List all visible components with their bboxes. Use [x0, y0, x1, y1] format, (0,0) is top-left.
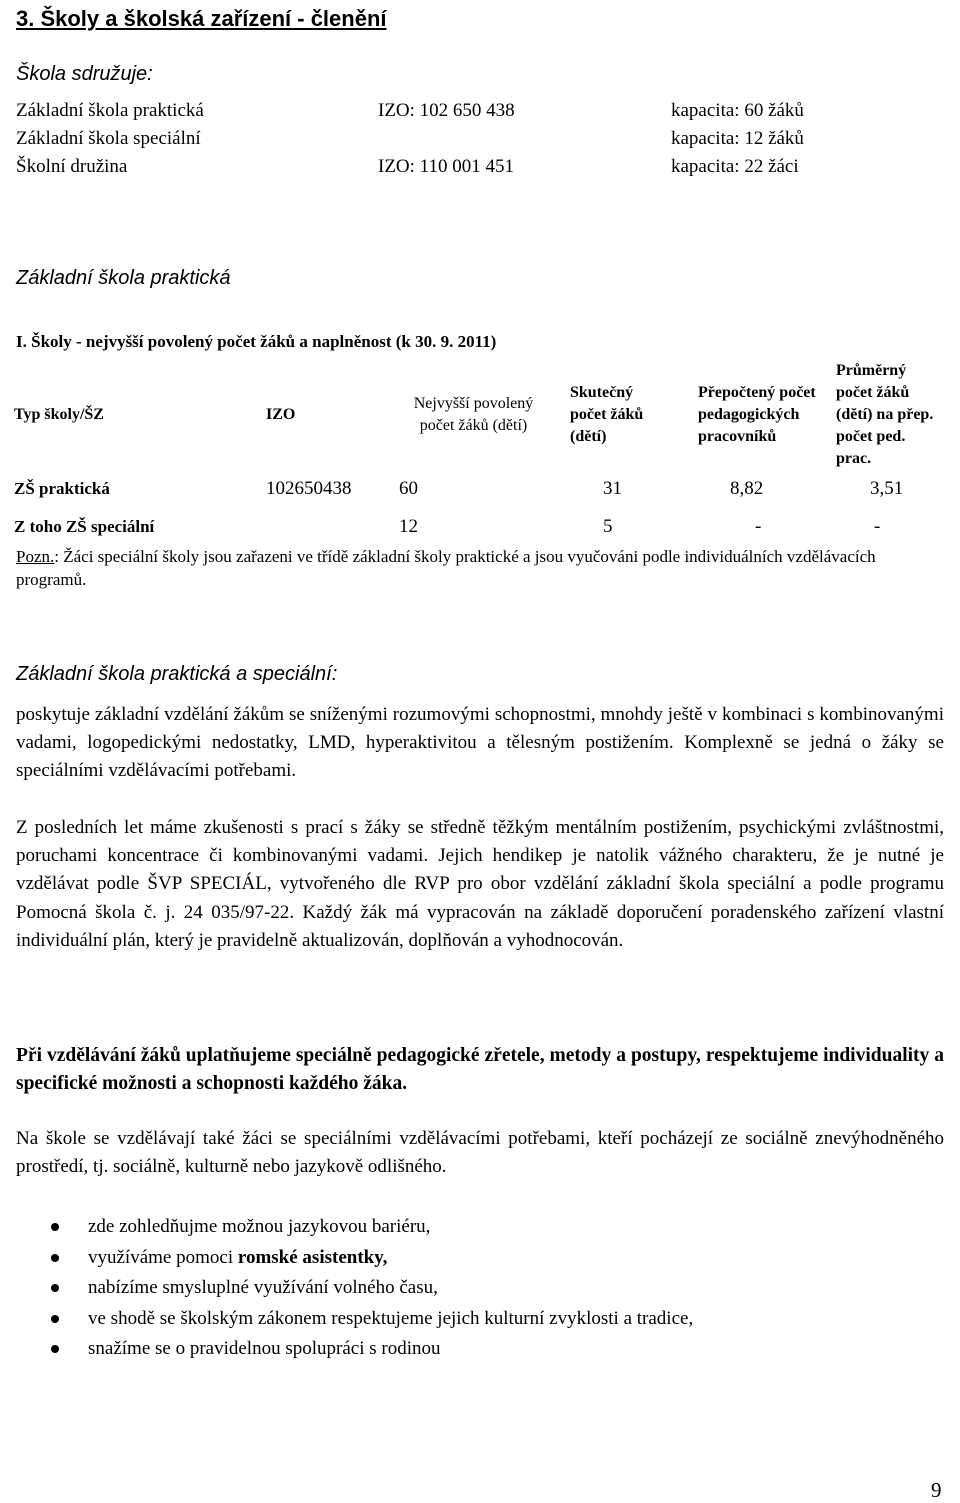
table-cell: 60 [399, 478, 418, 499]
list-item-text: využíváme pomoci [88, 1246, 238, 1268]
bullet-list [50, 1212, 693, 1365]
column-header: Nejvyšší povolený počet žáků (dětí) [413, 395, 534, 434]
school-name: Školní družina [16, 156, 128, 177]
school-list [16, 97, 946, 181]
school-name: Základní škola praktická [16, 100, 204, 121]
column-header: Typ školy/ŠZ [14, 406, 104, 423]
table-caption: I. Školy - nejvyšší povolený počet žáků a naplněnost (k 30. 9. 2011) [16, 332, 497, 351]
bullet-icon [51, 1345, 59, 1353]
paragraph: Z posledních let máme zkušenosti s prací s žáky se středně těžkým mentálním postižením, psychickými zvláštnostmi, poruchami koncentrace či kombinovanými vadami. Jejich hendikep je natolik vážného charakteru, že je nutné je vzdělávat podle ŠVP SPECIÁL, vytvořeného dle RVP pro obor vzdělání základní škola speciální a podle programu Pomocná škola č. j. 24 035/97-22. Každý žák má vypracován na základě doporučení poradenského zařízení vlastní individuální plán, který je pravidelně aktualizován, doplňován a vyhodnocován. [16, 817, 944, 951]
bullet-icon [51, 1254, 59, 1262]
school-capacity: kapacita: 22 žáci [671, 156, 799, 177]
bullet-icon [51, 1223, 59, 1231]
column-header: Skutečný počet žáků (dětí) [570, 384, 644, 445]
school-capacity: kapacita: 12 žáků [671, 128, 804, 149]
note-label: Pozn. [16, 547, 55, 566]
school-name: Základní škola speciální [16, 128, 201, 149]
school-row [16, 153, 946, 181]
column-header: Přepočtený počet pedagogických pracovníků [698, 384, 816, 445]
paragraph: poskytuje základní vzdělání žákům se sníženými rozumovými schopnostmi, mnohdy ještě v kombinaci s kombinovanými vadami, logopedickými nedostatky, LMD, hyperaktivitou a tělesným postižením. Komplexně se jedná o žáky se speciálními vzdělávacími potřebami. [16, 704, 944, 782]
column-header: Průměrný počet žáků (dětí) na přep. počet ped. prac. [836, 362, 934, 467]
paragraph: Na škole se vzdělávají také žáci se speciálními vzdělávacími potřebami, kteří pocházejí ze sociálně znevýhodněného prostředí, tj. sociálně, kulturně nebo jazykově odlišného. [16, 1128, 944, 1178]
table-cell: 5 [603, 516, 613, 537]
list-item-text: snažíme se o pravidelnou spolupráci s rodinou [88, 1338, 441, 1359]
list-item [50, 1273, 693, 1304]
list-item [50, 1304, 693, 1335]
subheading-zs-prakticka: Základní škola praktická [16, 267, 231, 289]
list-item [50, 1212, 693, 1243]
school-capacity: kapacita: 60 žáků [671, 100, 804, 121]
page-number: 9 [931, 1478, 942, 1502]
list-item-text: nabízíme smysluplné využívání volného času, [88, 1277, 438, 1298]
section-heading: 3. Školy a školská zařízení - členění [16, 6, 387, 31]
bullet-icon [51, 1284, 59, 1292]
table-cell: 31 [603, 478, 622, 499]
list-item [50, 1334, 693, 1365]
list-item-bold-text: romské asistentky, [237, 1246, 388, 1268]
table-cell: - [874, 516, 881, 537]
school-izo: IZO: 110 001 451 [378, 156, 514, 177]
table-cell: 8,82 [730, 478, 764, 499]
bullet-icon [51, 1315, 59, 1323]
list-item-text: zde zohledňujme možnou jazykovou bariéru, [88, 1216, 431, 1237]
subheading-zs-prakticka-specialni: Základní škola praktická a speciální: [16, 663, 338, 685]
subheading-skola-sdruzuje: Škola sdružuje: [16, 63, 153, 85]
table-row [14, 470, 946, 508]
table-cell: 102650438 [266, 478, 352, 499]
list-item [50, 1243, 693, 1274]
list-item-text: ve shodě se školským zákonem respektujeme jejich kulturní zvyklosti a tradice, [88, 1307, 694, 1329]
table-cell: Z toho ZŠ speciální [14, 517, 155, 536]
table-cell: - [755, 516, 762, 537]
table-cell: 3,51 [870, 478, 904, 499]
paragraph-emphasis: Při vzdělávání žáků uplatňujeme speciálně pedagogické zřetele, metody a postupy, respektujeme individuality a specifické možnosti a schopnosti každého žáka. [16, 1045, 944, 1095]
table-row [14, 508, 946, 546]
column-header: IZO [266, 406, 296, 423]
table-cell: 12 [399, 516, 418, 537]
table-note [16, 545, 946, 591]
school-row [16, 125, 946, 153]
school-row [16, 97, 946, 125]
school-izo: IZO: 102 650 438 [378, 100, 515, 121]
table-cell: ZŠ praktická [14, 479, 110, 498]
capacity-table [14, 360, 946, 546]
note-text: : Žáci speciální školy jsou zařazeni ve třídě základní školy praktické a jsou vyučováni podle individuálních vzdělávacích programů. [16, 547, 876, 589]
table-header-row [14, 360, 946, 470]
